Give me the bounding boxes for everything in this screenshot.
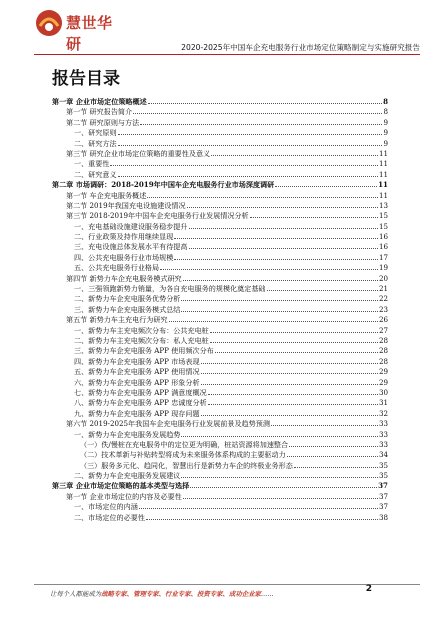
toc-leader-dots [201,378,378,385]
toc-entry[interactable] [52,378,388,388]
logo-text: 慧世华研 [66,14,113,53]
toc-entry[interactable] [52,294,388,304]
page-header [0,0,440,60]
toc-entry-label: 二、新势力车主充电频次分布：私人充电桩 [74,335,209,345]
toc-entry[interactable] [52,440,388,450]
toc-entry-label: 一、三强领跑新势力销量，为各自充电服务的规模化奠定基础 [74,284,266,294]
toc-entry-label: 第一章 企业市场定位策略概述 [52,97,147,106]
toc-entry[interactable] [52,232,388,242]
toc-entry-page: 33 [378,429,388,439]
toc-entry-page: 29 [378,377,388,387]
toc-entry[interactable] [52,284,388,294]
toc-entry-page: 11 [378,159,388,169]
toc-entry[interactable] [52,222,388,232]
toc-entry-label: 第三章 企业市场定位策略的基本类型与选择 [52,481,190,491]
toc-entry[interactable] [52,97,388,107]
toc-entry-label: 二、新势力车企充电服务优势分析 [74,294,181,304]
toc-entry-label: 一、新势力车主充电频次分布：公共充电桩 [74,325,209,335]
toc-leader-dots [267,284,378,291]
company-logo [34,6,124,53]
toc-entry-label: 二、市场定位的必要性 [74,512,145,522]
toc-leader-dots [160,263,378,270]
footer-divider [34,584,420,585]
toc-entry-page: 34 [378,450,388,460]
toc-entry-label: 三、新势力车企充电服务 APP 使用频次分布 [74,346,214,356]
toc-entry[interactable] [52,149,388,159]
toc-leader-dots [183,274,378,281]
toc-entry-label: 九、新势力车企充电服务 APP 现存问题 [74,408,200,418]
toc-entry[interactable] [52,118,388,128]
toc-entry[interactable] [52,409,388,419]
toc-leader-dots [181,294,378,301]
toc-leader-dots [174,232,378,239]
toc-entry-label: 四、新势力车企充电服务 APP 市场表现 [74,356,200,366]
toc-entry-page: 11 [378,148,388,158]
toc-leader-dots [139,502,378,509]
toc-entry-label: （二）技术革新与补贴转型将成为未来服务体系构成的主要驱动力 [80,450,286,460]
toc-entry-page: 27 [378,325,388,335]
toc-entry-page: 22 [378,294,388,304]
toc-leader-dots [146,513,378,520]
toc-entry-label: 一、充电基础设施建设服务稳步提升 [74,221,188,231]
toc-entry-page: 35 [378,460,388,470]
toc-entry-page: 30 [378,387,388,397]
toc-entry[interactable] [52,492,388,502]
toc-entry-page: 26 [378,315,388,325]
toc-entry[interactable] [52,242,388,252]
toc-leader-dots [201,367,378,374]
toc-entry-label: 第六节 2019-2025年我国车企充电服务行业发展前景及趋势预测 [66,419,270,429]
toc-leader-dots [189,222,378,229]
toc-entry-label: 第一节 企业市场定位的内容及必要性 [66,491,182,501]
toc-entry[interactable] [52,398,388,408]
toc-entry[interactable] [52,211,388,221]
toc-entry-label: 第一节 研究报告简介 [66,107,133,117]
toc-leader-dots [189,242,378,249]
toc-entry-label: 四、公共充电服务行业市场规模 [74,252,174,262]
toc-entry-label: 二、研究意义 [74,169,117,179]
toc-entry-page: 37 [378,491,388,501]
toc-leader-dots [201,357,378,364]
toc-entry[interactable] [52,336,388,346]
document-title: 2020-2025年中国车企充电服务行业市场定位策略制定与实施研究报告 [181,43,420,52]
toc-entry-page: 9 [383,117,388,127]
toc-entry-page: 15 [378,221,388,231]
toc-entry-label: 一、市场定位的内涵 [74,502,138,512]
toc-entry-label: 一、重要性 [74,159,110,169]
toc-entry[interactable] [52,450,388,460]
toc-leader-dots [181,471,378,478]
toc-entry-page: 33 [378,439,388,449]
toc-entry-page: 9 [383,128,388,138]
toc-leader-dots [174,253,378,260]
toc-entry-label: 二、研究方法 [74,138,117,148]
toc-entry-label: 一、研究原则 [74,128,117,138]
toc-entry-page: 21 [378,284,388,294]
toc-entry[interactable] [52,471,388,481]
toc-leader-dots [183,492,378,499]
page-title: 报告目录 [52,69,120,89]
toc-leader-dots [287,450,378,457]
toc-entry[interactable] [52,274,388,284]
toc-entry-label: 第三节 2018-2019年中国车企充电服务行业发展情况分析 [66,211,249,221]
toc-entry[interactable] [52,201,388,211]
toc-leader-dots [201,409,378,416]
toc-entry-label: 二、行业政策及持作用继续显现 [74,232,174,242]
toc-entry-page: 37 [378,481,388,491]
toc-leader-dots [181,430,378,437]
toc-entry[interactable] [52,159,388,169]
toc-entry-page: 29 [378,367,388,377]
toc-entry-label: 第一节 车企充电服务概述 [66,190,147,200]
toc-entry-page: 33 [378,419,388,429]
toc-leader-dots [275,180,377,187]
toc-entry[interactable] [52,315,388,325]
toc-entry[interactable] [52,388,388,398]
toc-leader-dots [208,388,378,395]
toc-entry-page: 13 [378,200,388,210]
toc-entry-page: 31 [378,398,388,408]
toc-entry-page: 15 [378,211,388,221]
toc-entry[interactable] [52,346,388,356]
toc-leader-dots [118,128,383,135]
toc-entry-page: 20 [378,273,388,283]
toc-entry[interactable] [52,107,388,117]
footer-suffix: …… [260,590,274,598]
table-of-contents [52,97,388,523]
toc-leader-dots [250,211,378,218]
toc-entry-label: （一）佚/慢桩在充电服务中的定位更为明确，桩站资源将加速整合 [80,439,289,449]
toc-entry-page: 8 [383,107,388,117]
logo-emblem-icon [34,8,64,38]
toc-entry[interactable] [52,481,388,491]
toc-entry[interactable] [52,430,388,440]
footer-roles: 战略专家、管理专家、行业专家、投资专家、成功企业家 [101,590,261,598]
toc-entry[interactable] [52,357,388,367]
toc-leader-dots [210,336,378,343]
toc-entry[interactable] [52,461,388,471]
header-divider [34,54,420,55]
toc-entry-page: 8 [383,97,388,106]
footer-slogan [50,589,274,598]
toc-entry-page: 23 [378,304,388,314]
toc-entry-label: 第五节 新势力车主充电行为研究 [66,315,168,325]
toc-entry-page: 28 [378,335,388,345]
toc-entry-label: 第四节 新势力车企充电服务模式研究 [66,273,182,283]
toc-entry-label: 五、公共充电服务行业格局 [74,263,160,273]
toc-entry-page: 28 [378,346,388,356]
toc-entry-label: 五、新势力车企充电服务 APP 使用情况 [74,367,200,377]
toc-entry-page: 32 [378,408,388,418]
toc-entry-label: 七、新势力车企充电服务 APP 满意度概况 [74,387,207,397]
page-number: 2 [365,584,372,594]
toc-entry[interactable] [52,419,388,429]
toc-entry-page: 16 [378,232,388,242]
toc-entry[interactable] [52,170,388,180]
toc-entry-page: 16 [378,242,388,252]
toc-entry-label: 第三节 研究企业市场定位策略的重要性及意义 [66,148,211,158]
toc-leader-dots [118,139,383,146]
toc-entry-page: 38 [378,512,388,522]
toc-entry-label: 三、新势力车企充电服务模式总结 [74,304,181,314]
toc-entry[interactable] [52,513,388,523]
toc-leader-dots [140,118,382,125]
toc-leader-dots [271,419,378,426]
toc-entry-page: 11 [378,169,388,179]
toc-leader-dots [118,170,378,177]
toc-entry[interactable] [52,263,388,273]
toc-entry[interactable] [52,253,388,263]
toc-leader-dots [289,440,378,447]
toc-entry-page: 37 [378,502,388,512]
toc-entry-label: 第二章 市场调研：2018-2019年中国车企充电服务行业市场深度调研 [52,180,275,190]
toc-leader-dots [147,191,378,198]
toc-leader-dots [215,346,378,353]
toc-entry-page: 9 [383,138,388,148]
toc-entry[interactable] [52,180,388,190]
toc-entry[interactable] [52,502,388,512]
toc-entry-page: 28 [378,356,388,366]
toc-leader-dots [190,481,377,488]
toc-entry-page: 11 [378,180,388,190]
toc-entry-page: 35 [378,471,388,481]
toc-entry[interactable] [52,367,388,377]
toc-leader-dots [294,461,378,468]
toc-entry-label: （三）服务多元化、趋同化，智慧出行是新势力车企的终极业务形态 [80,460,293,470]
toc-entry-label: 八、新势力车企充电服务 APP 忠诚度分析 [74,398,207,408]
toc-entry-page: 19 [378,263,388,273]
toc-leader-dots [208,398,378,405]
toc-leader-dots [133,107,382,114]
toc-entry[interactable] [52,139,388,149]
toc-entry-label: 六、新势力车企充电服务 APP 形象分析 [74,377,200,387]
toc-entry-page: 11 [378,190,388,200]
toc-leader-dots [187,201,378,208]
toc-leader-dots [210,326,378,333]
toc-entry[interactable] [52,191,388,201]
toc-entry[interactable] [52,128,388,138]
toc-leader-dots [181,305,378,312]
toc-entry-label: 第二节 研究原则与方法 [66,117,140,127]
toc-entry-label: 三、充电设施总体发展水平有待提高 [74,242,188,252]
toc-leader-dots [211,149,378,156]
toc-leader-dots [148,97,382,104]
toc-entry[interactable] [52,326,388,336]
footer-prefix: 让每个人都能成为 [50,590,102,598]
toc-entry-page: 17 [378,252,388,262]
toc-leader-dots [110,159,378,166]
toc-entry[interactable] [52,305,388,315]
toc-entry-label: 第二节 2019年我国充电设施建设情况 [66,200,186,210]
toc-entry-label: 二、新势力车企充电服务发展建议 [74,471,181,481]
toc-leader-dots [169,315,378,322]
toc-entry-label: 一、新势力车企充电服务发展趋势 [74,429,181,439]
